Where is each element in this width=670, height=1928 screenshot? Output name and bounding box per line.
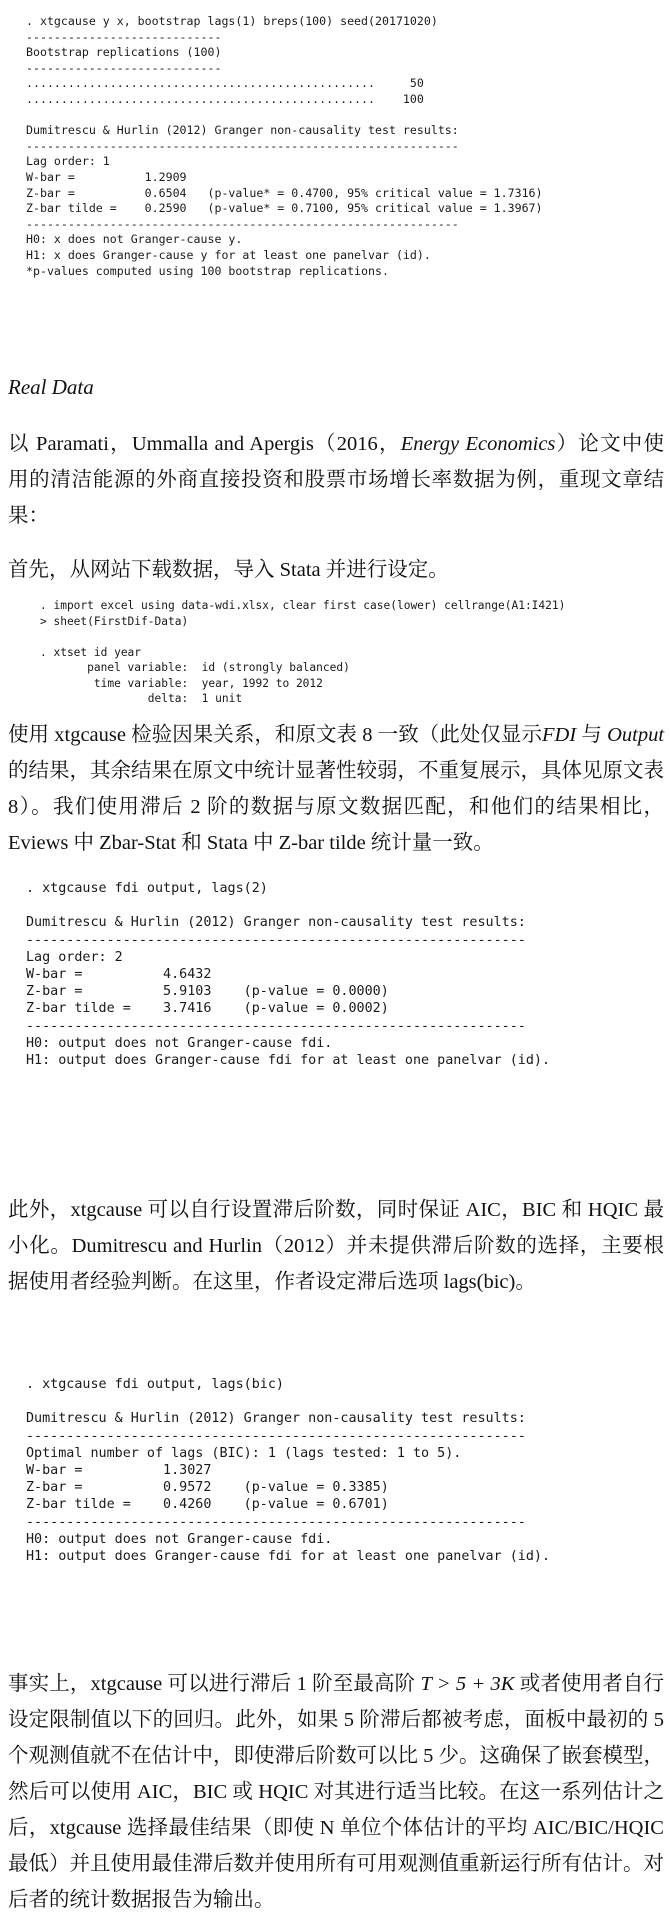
section-heading-real-data: Real Data [8, 375, 94, 399]
output-line: H1: output does Granger-cause fdi for at least one panelvar (id). [26, 1549, 551, 1565]
output-line: H0: x does not Granger-cause y. [26, 232, 243, 247]
output-line: ---------------------------- [26, 29, 222, 44]
output-line: delta: 1 unit [40, 692, 243, 705]
output-line: Lag order: 2 [26, 949, 123, 965]
paragraph-lag-range: 事实上，xtgcause 可以进行滞后 1 阶至最高阶 T > 5 + 3K 或者使用者自行设定限制值以下的回归。此外，如果 5 阶滞后都被考虑，面板中最初的 5 个观测值就不在估计中，即使滞后阶数可以比 5 少。这确保了嵌套模型，然后可以使用 AIC，BIC 或 HQIC 对其进行适当比较。在这一系列估计之后，xtgcause 选择最佳结果（即使 N 单位个体估计的平均 AIC/BIC/HQIC 最低）并且使用最佳滞后数并使用所有可用观测值重新运行所有估计。对后者的统计数据报告为输出。 [8, 1673, 664, 1911]
output-line: W-bar = 4.6432 [26, 967, 212, 983]
output-line: Z-bar tilde = 0.4260 (p-value = 0.6701) [26, 1497, 389, 1513]
output-line: H1: output does Granger-cause fdi for at least one panelvar (id). [26, 1053, 551, 1069]
output-line: . import excel using data-wdi.xlsx, clear first case(lower) cellrange(A1:I421) [40, 599, 566, 612]
output-line: .................................................. 50 [26, 76, 424, 91]
stata-output-lags-bic [26, 1376, 550, 1565]
output-line: Lag order: 1 [26, 154, 110, 169]
output-line: Z-bar tilde = 0.2590 (p-value* = 0.7100, 95% critical value = 1.3967) [26, 201, 543, 216]
output-line: Dumitrescu & Hurlin (2012) Granger non-causality test results: [26, 915, 526, 931]
output-line: panel variable: id (strongly balanced) [40, 661, 350, 674]
stata-output-bootstrap [26, 14, 543, 279]
output-line: Bootstrap replications (100) [26, 45, 222, 60]
output-line: . xtgcause fdi output, lags(bic) [26, 1377, 284, 1392]
paragraph-xtgcause-test: 使用 xtgcause 检验因果关系，和原文表 8 一致（此处仅显示FDI 与 Output 的结果，其余结果在原文中统计显著性较弱，不重复展示，具体见原文表 8）。我们使用滞后 2 阶的数据与原文数据匹配，和他们的结果相比，Eviews 中 Zbar-Stat 和 Stata 中 Z-bar tilde 统计量一致。 [8, 724, 665, 854]
paragraph-download: 首先，从网站下载数据，导入 Stata 并进行设定。 [8, 559, 449, 581]
output-line: Z-bar = 5.9103 (p-value = 0.0000) [26, 984, 389, 1000]
output-line: W-bar = 1.2909 [26, 169, 187, 184]
output-line: . xtgcause fdi output, lags(2) [26, 881, 268, 896]
output-line: Z-bar tilde = 3.7416 (p-value = 0.0002) [26, 1001, 389, 1017]
output-line: -------------------------------------------------------------- [26, 1514, 526, 1530]
output-line: . xtset id year [40, 645, 142, 659]
var-fdi: FDI [542, 724, 577, 746]
stata-output-import [40, 598, 565, 707]
output-line: H0: output does not Granger-cause fdi. [26, 1531, 333, 1547]
output-line: time variable: year, 1992 to 2012 [40, 676, 323, 690]
output-line: ---------------------------- [26, 60, 222, 75]
output-line: Dumitrescu & Hurlin (2012) Granger non-causality test results: [26, 1411, 526, 1427]
output-line: -------------------------------------------------------------- [26, 138, 459, 153]
output-line: > sheet(FirstDif-Data) [40, 614, 189, 628]
stata-output-lags2 [26, 880, 550, 1069]
output-line: Optimal number of lags (BIC): 1 (lags tested: 1 to 5). [26, 1445, 462, 1461]
output-line: .................................................. 100 [26, 91, 424, 106]
var-output: Output [607, 724, 665, 746]
output-line: Z-bar = 0.9572 (p-value = 0.3385) [26, 1480, 389, 1496]
lag-formula: T > 5 + 3K [420, 1673, 515, 1695]
output-line: Z-bar = 0.6504 (p-value* = 0.4700, 95% critical value = 1.7316) [26, 185, 543, 200]
paragraph-lag-selection: 此外，xtgcause 可以自行设置滞后阶数，同时保证 AIC，BIC 和 HQIC 最小化。Dumitrescu and Hurlin（2012）并未提供滞后阶数的选择，主要根据使用者经验判断。在这里，作者设定滞后选项 lags(bic)。 [8, 1199, 664, 1293]
output-line: -------------------------------------------------------------- [26, 216, 459, 231]
output-line: -------------------------------------------------------------- [26, 932, 526, 948]
journal-name: Energy Economics [400, 433, 556, 455]
output-line: -------------------------------------------------------------- [26, 1428, 526, 1444]
output-line: -------------------------------------------------------------- [26, 1018, 526, 1034]
output-line: H0: output does not Granger-cause fdi. [26, 1035, 333, 1051]
output-line: . xtgcause y x, bootstrap lags(1) breps(100) seed(20171020) [26, 14, 438, 28]
output-line: W-bar = 1.3027 [26, 1463, 212, 1479]
output-line: *p-values computed using 100 bootstrap replications. [26, 263, 389, 278]
output-line: H1: x does Granger-cause y for at least one panelvar (id). [26, 247, 431, 262]
output-line: Dumitrescu & Hurlin (2012) Granger non-causality test results: [26, 123, 459, 138]
paragraph-intro: 以 Paramati，Ummalla and Apergis（2016，Energy Economics）论文中使用的清洁能源的外商直接投资和股票市场增长率数据为例，重现文章结果： [8, 433, 665, 527]
